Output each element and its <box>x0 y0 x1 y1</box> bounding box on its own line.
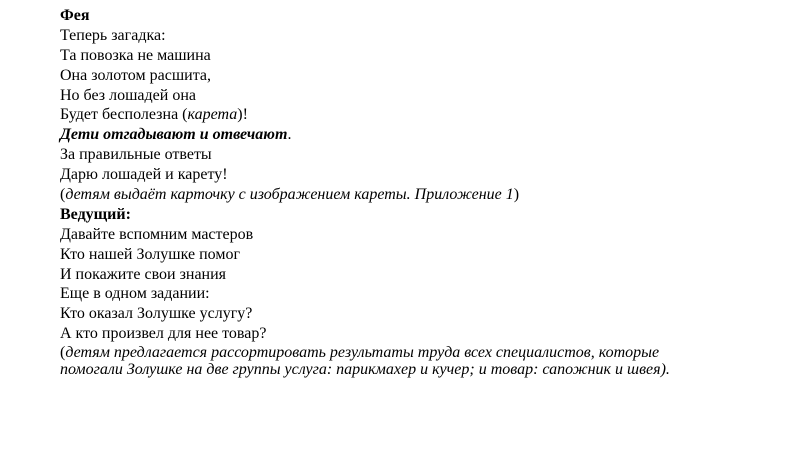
stage-note-text: детям предлагается рассортировать результаты труда всех специалистов, которые помогали Золушке на две группы услуга: парикмахер и кучер; и товар: сапожник и швея). <box>60 344 670 379</box>
text-line: Давайте вспомним мастеров <box>60 225 254 243</box>
text-line: Теперь загадка: <box>60 26 166 44</box>
text-segment: ( <box>60 344 66 362</box>
stage-direction <box>60 125 780 145</box>
text-line: Та повозка не машина <box>60 46 211 64</box>
text-line: Но без лошадей она <box>60 86 196 104</box>
speaker-host: Ведущий: <box>60 205 131 223</box>
text-line-riddle-answer <box>60 105 780 125</box>
stage-note-text: детям выдаёт карточку с изображением кареты. Приложение 1 <box>65 186 514 204</box>
text-line: Еще в одном задании: <box>60 285 210 303</box>
text-line: И покажите свои знания <box>60 265 227 283</box>
text-segment: Будет бесполезна ( <box>60 106 188 124</box>
answer-word: карета <box>187 106 238 124</box>
text-line: Кто оказал Золушке услугу? <box>60 305 253 323</box>
text-line: А кто произвел для нее товар? <box>60 325 267 343</box>
text-segment: )! <box>237 106 248 124</box>
text-segment: . <box>287 126 292 144</box>
text-line: Кто нашей Золушке помог <box>60 245 241 263</box>
stage-note <box>60 344 720 378</box>
text-segment: ( <box>60 186 66 204</box>
stage-note <box>60 185 780 205</box>
text-line: Она золотом расшита, <box>60 66 211 84</box>
document-page <box>60 6 780 378</box>
text-line: За правильные ответы <box>60 146 212 164</box>
speaker-fairy: Фея <box>60 7 90 24</box>
stage-direction-text: Дети отгадывают и отвечают <box>60 126 288 144</box>
text-segment: ) <box>513 186 520 204</box>
text-line: Дарю лошадей и карету! <box>60 166 228 184</box>
